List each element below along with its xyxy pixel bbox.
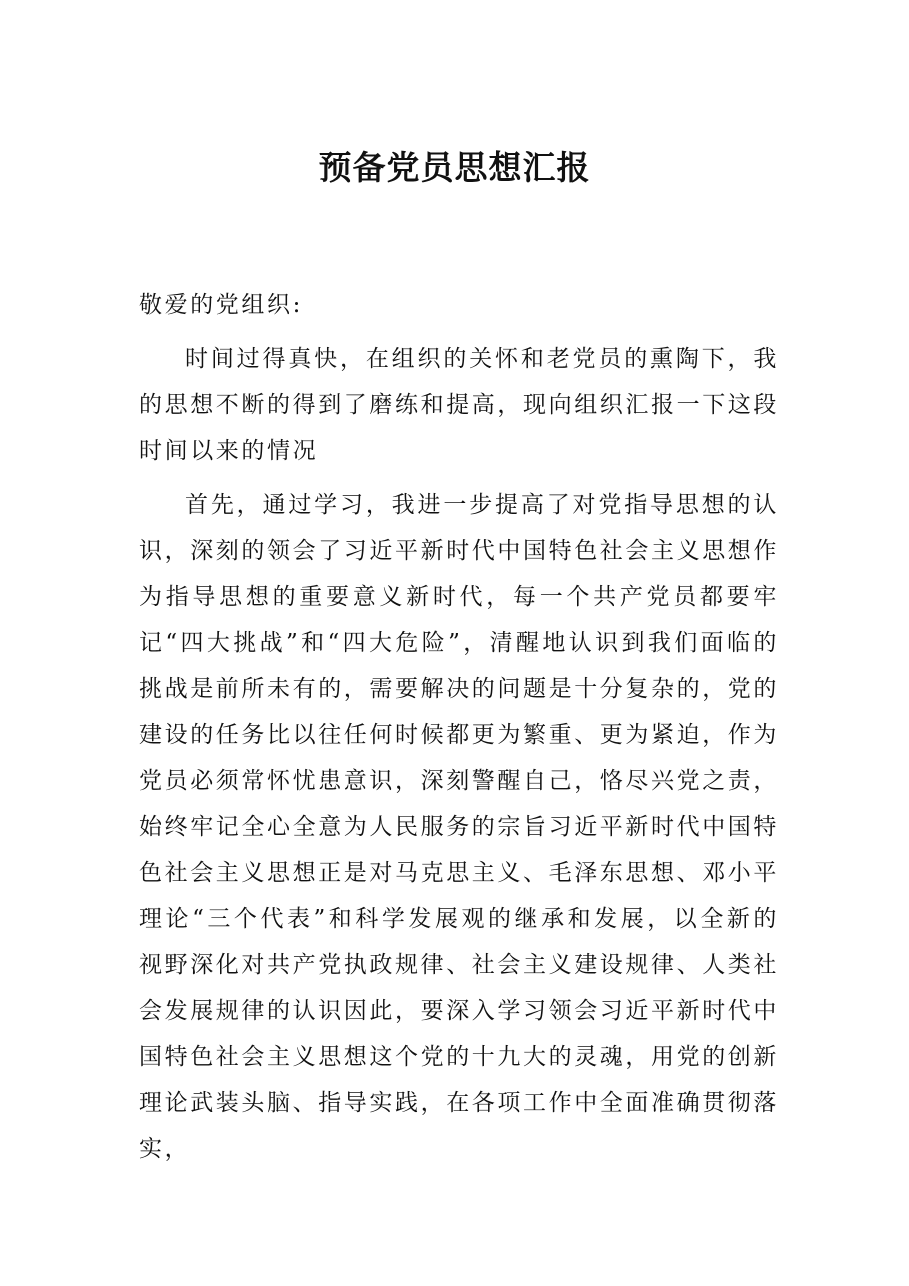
paragraph-2: 首先，通过学习，我进一步提高了对党指导思想的认识，深刻的领会了习近平新时代中国特色社会主义思想作为指导思想的重要意义新时代，每一个共产党员都要牢记“四大挑战”和“四大危险”，清醒地认识到我们面临的挑战是前所未有的，需要解决的问题是十分复杂的，党的建设的任务比以往任何时候都更为繁重、更为紧迫，作为党员必须常怀忧患意识，深刻警醒自己，恪尽兴党之责，始终牢记全心全意为人民服务的宗旨习近平新时代中国特色社会主义思想正是对马克思主义、毛泽东思想、邓小平理论“三个代表”和科学发展观的继承和发展，以全新的视野深化对共产党执政规律、社会主义建设规律、人类社会发展规律的认识因此，要深入学习领会习近平新时代中国特色社会主义思想这个党的十九大的灵魂，用党的创新理论武装头脑、指导实践，在各项工作中全面准确贯彻落实， — [139, 492, 779, 1162]
paragraph-1: 时间过得真快，在组织的关怀和老党员的熏陶下，我的思想不断的得到了磨练和提高，现向组织汇报一下这段时间以来的情况 — [139, 346, 779, 464]
document-body — [139, 282, 779, 1180]
salutation: 敬爱的党组织: — [139, 292, 303, 318]
document-title: 预备党员思想汇报 — [318, 148, 591, 187]
